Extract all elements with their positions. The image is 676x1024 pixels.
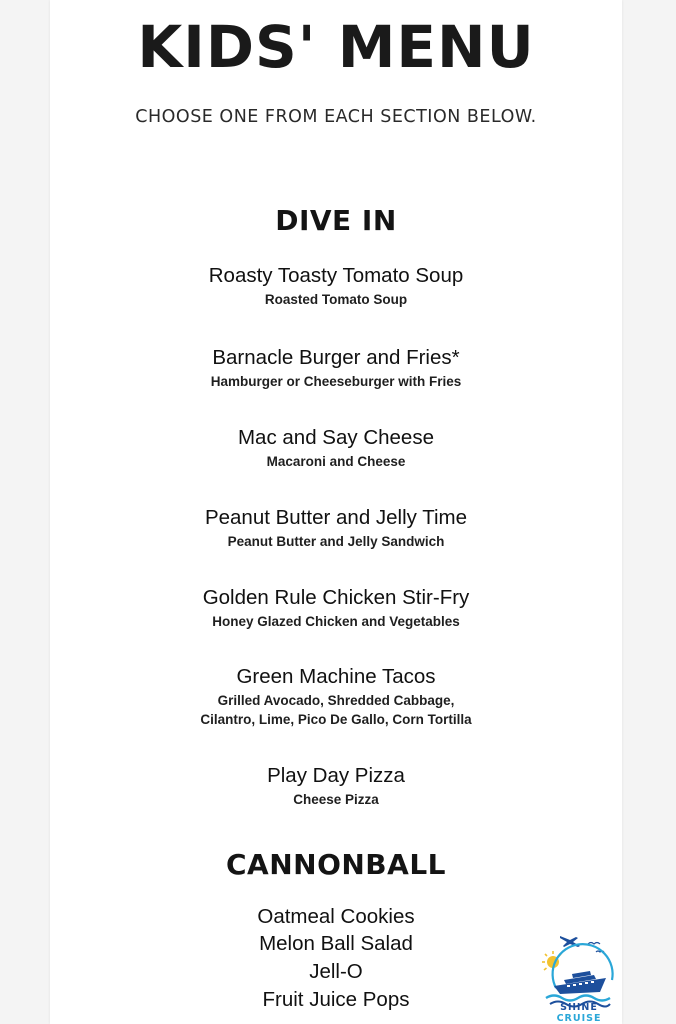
menu-title: KIDS' MENU [137, 13, 535, 81]
menu-item [50, 426, 622, 471]
menu-item-name: Mac and Say Cheese [237, 426, 434, 449]
logo-word-shine: SHINE [560, 1002, 598, 1013]
dessert-item: Oatmeal Cookies [257, 905, 415, 928]
menu-item [50, 264, 622, 309]
menu-item-desc: Macaroni and Cheese [266, 454, 406, 469]
menu-item [50, 665, 622, 729]
menu-item [50, 346, 622, 391]
menu-item-name: Roasty Toasty Tomato Soup [208, 264, 464, 287]
section-title-cannonball: CANNONBALL [225, 848, 447, 881]
menu-item-name: Play Day Pizza [267, 764, 405, 787]
section-title-dive-in: DIVE IN [275, 204, 397, 237]
menu-item-name: Barnacle Burger and Fries* [212, 346, 460, 369]
menu-item-desc: Cheese Pizza [293, 792, 379, 807]
menu-item [50, 506, 622, 551]
menu-item [50, 586, 622, 631]
menu-item-name: Green Machine Tacos [236, 665, 436, 688]
menu-item-desc: Honey Glazed Chicken and Vegetables [212, 614, 460, 629]
menu-item-name: Golden Rule Chicken Stir-Fry [202, 586, 470, 609]
dessert-item: Jell-O [309, 960, 363, 983]
menu-subtitle: CHOOSE ONE FROM EACH SECTION BELOW. [135, 107, 537, 127]
menu-page [50, 0, 622, 1024]
menu-item-desc: Roasted Tomato Soup [264, 292, 408, 307]
logo-wordmark [536, 1002, 622, 1024]
menu-item-desc: Peanut Butter and Jelly Sandwich [227, 534, 445, 549]
menu-item-desc: Hamburger or Cheeseburger with Fries [210, 374, 462, 389]
logo-word-cruise: CRUISE [556, 1013, 602, 1024]
menu-item-name: Peanut Butter and Jelly Time [204, 506, 468, 529]
menu-item-desc: Cilantro, Lime, Pico De Gallo, Corn Tortilla [200, 712, 472, 727]
dessert-item: Melon Ball Salad [259, 932, 413, 955]
menu-item-desc: Grilled Avocado, Shredded Cabbage, [217, 693, 455, 708]
menu-item [50, 764, 622, 809]
cruise-ship-icon [536, 928, 622, 1010]
shine-cruise-logo [536, 928, 622, 1024]
dessert-item: Fruit Juice Pops [262, 988, 410, 1011]
